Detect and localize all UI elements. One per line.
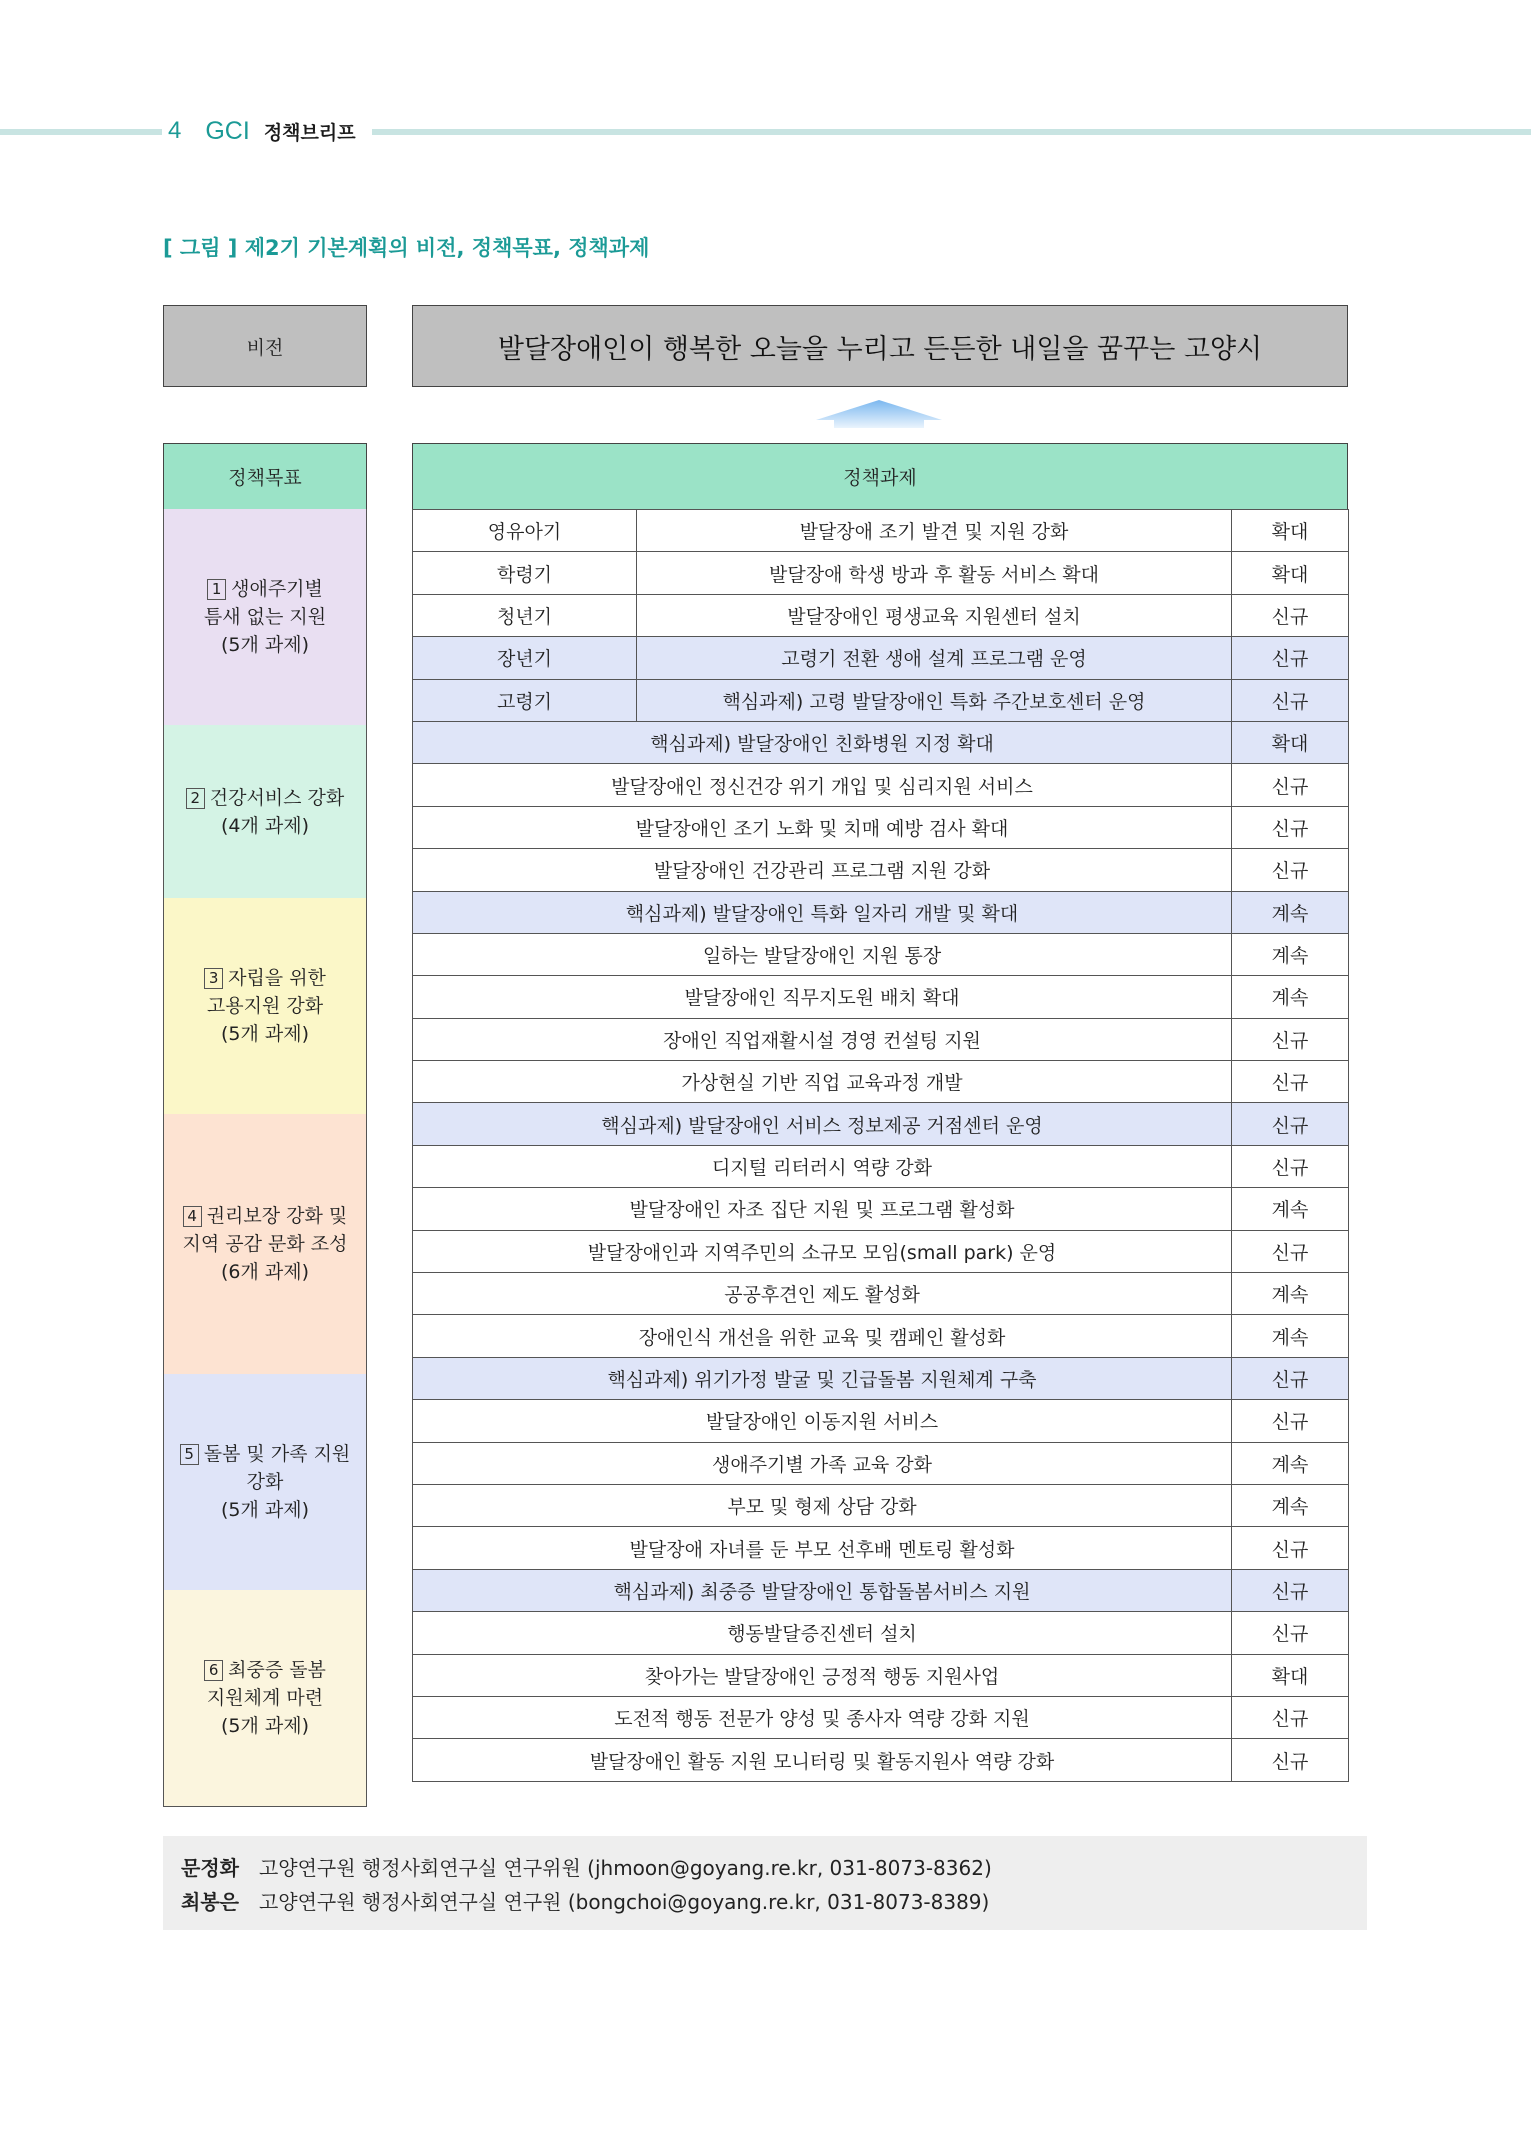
task-row	[413, 1103, 1349, 1145]
goal-1	[163, 509, 367, 726]
task-row	[413, 594, 1349, 636]
goal-text-line: 권리보장 강화 및	[206, 1204, 348, 1227]
task-cell: 장애인 직업재활시설 경영 컨설팅 지원	[413, 1018, 1232, 1060]
goal-text-line: (5개 과제)	[220, 1498, 309, 1521]
goal-text-line: (5개 과제)	[220, 1023, 309, 1046]
task-row	[413, 806, 1349, 848]
task-row	[413, 1188, 1349, 1230]
goal-number-badge: 1	[207, 579, 226, 600]
task-cell: 부모 및 형제 상담 강화	[413, 1484, 1232, 1526]
task-row	[413, 1357, 1349, 1399]
task-row	[413, 1527, 1349, 1569]
task-row	[413, 1400, 1349, 1442]
task-cell: 핵심과제) 고령 발달장애인 특화 주간보호센터 운영	[637, 679, 1232, 721]
goal-3	[163, 898, 367, 1115]
page-number: 4	[168, 117, 182, 144]
task-status-cell: 신규	[1232, 1018, 1349, 1060]
task-row	[413, 1442, 1349, 1484]
task-cell: 핵심과제) 최중증 발달장애인 통합돌봄서비스 지원	[413, 1569, 1232, 1611]
goal-text-line: 돌봄 및 가족 지원	[203, 1442, 351, 1465]
task-cell: 발달장애인 건강관리 프로그램 지원 강화	[413, 849, 1232, 891]
task-cell: 생애주기별 가족 교육 강화	[413, 1442, 1232, 1484]
task-row	[413, 933, 1349, 975]
brand-logo: GCI	[205, 116, 250, 145]
author-name: 문정화	[181, 1855, 239, 1880]
task-status-cell: 신규	[1232, 849, 1349, 891]
task-cell: 발달장애 학생 방과 후 활동 서비스 확대	[637, 552, 1232, 594]
goal-6	[163, 1590, 367, 1807]
task-row	[413, 1315, 1349, 1357]
goal-number-badge: 3	[204, 968, 223, 989]
header-rule-right	[372, 129, 1531, 135]
author-row	[181, 1849, 1367, 1883]
author-row	[181, 1883, 1367, 1917]
figure-caption: [ 그림 ] 제2기 기본계획의 비전, 정책목표, 정책과제	[163, 236, 650, 260]
task-cell: 발달장애인 정신건강 위기 개입 및 심리지원 서비스	[413, 764, 1232, 806]
tasks-table	[412, 509, 1349, 1782]
task-row	[413, 1654, 1349, 1696]
task-cell: 발달장애인 평생교육 지원센터 설치	[637, 594, 1232, 636]
goal-4	[163, 1114, 367, 1374]
task-cell: 발달장애 자녀를 둔 부모 선후배 멘토링 활성화	[413, 1527, 1232, 1569]
task-cell: 찾아가는 발달장애인 긍정적 행동 지원사업	[413, 1654, 1232, 1696]
task-row	[413, 1739, 1349, 1781]
goal-text-line: 건강서비스 강화	[209, 786, 345, 809]
task-cell: 발달장애인 조기 노화 및 치매 예방 검사 확대	[413, 806, 1232, 848]
task-status-cell: 확대	[1232, 552, 1349, 594]
task-cell: 핵심과제) 발달장애인 친화병원 지정 확대	[413, 721, 1232, 763]
goal-text-line: 고용지원 강화	[206, 995, 324, 1018]
goal-text-line: 틈새 없는 지원	[203, 606, 327, 629]
task-cell: 핵심과제) 발달장애인 서비스 정보제공 거점센터 운영	[413, 1103, 1232, 1145]
task-row	[413, 1612, 1349, 1654]
task-status-cell: 계속	[1232, 1315, 1349, 1357]
task-row	[413, 1273, 1349, 1315]
goal-text-line: 최중증 돌봄	[228, 1658, 326, 1681]
goal-text-line: 강화	[246, 1470, 284, 1493]
task-cell: 발달장애인과 지역주민의 소규모 모임(small park) 운영	[413, 1230, 1232, 1272]
task-status-cell: 신규	[1232, 1527, 1349, 1569]
task-status-cell: 신규	[1232, 594, 1349, 636]
goal-number-badge: 4	[183, 1206, 202, 1227]
goal-text-line: (6개 과제)	[220, 1260, 309, 1283]
task-cell: 도전적 행동 전문가 양성 및 종사자 역량 강화 지원	[413, 1696, 1232, 1738]
life-stage-cell: 고령기	[413, 679, 637, 721]
goal-2	[163, 725, 367, 899]
task-cell: 공공후견인 제도 활성화	[413, 1273, 1232, 1315]
task-status-cell: 신규	[1232, 806, 1349, 848]
task-row	[413, 1484, 1349, 1526]
task-status-cell: 확대	[1232, 510, 1349, 552]
header-rule-left	[0, 129, 162, 135]
task-status-cell: 신규	[1232, 1696, 1349, 1738]
goal-text-line: (5개 과제)	[220, 634, 309, 657]
author-name: 최봉은	[181, 1889, 239, 1914]
task-row	[413, 552, 1349, 594]
task-cell: 발달장애인 활동 지원 모니터링 및 활동지원사 역량 강화	[413, 1739, 1232, 1781]
task-status-cell: 신규	[1232, 1357, 1349, 1399]
tasks-header: 정책과제	[412, 443, 1348, 510]
task-status-cell: 신규	[1232, 1061, 1349, 1103]
task-cell: 발달장애 조기 발견 및 지원 강화	[637, 510, 1232, 552]
life-stage-cell: 장년기	[413, 637, 637, 679]
task-status-cell: 확대	[1232, 1654, 1349, 1696]
goal-text-line: (4개 과제)	[220, 814, 309, 837]
life-stage-cell: 청년기	[413, 594, 637, 636]
task-row	[413, 976, 1349, 1018]
task-row	[413, 1018, 1349, 1060]
task-row	[413, 849, 1349, 891]
task-status-cell: 확대	[1232, 721, 1349, 763]
task-status-cell: 계속	[1232, 933, 1349, 975]
task-status-cell: 신규	[1232, 1612, 1349, 1654]
task-status-cell: 신규	[1232, 1739, 1349, 1781]
task-row	[413, 679, 1349, 721]
task-status-cell: 계속	[1232, 1188, 1349, 1230]
task-row	[413, 764, 1349, 806]
series-title: 정책브리프	[263, 121, 356, 144]
goal-text-line: 지원체계 마련	[206, 1686, 324, 1709]
goal-text-line: 자립을 위한	[228, 967, 326, 990]
goals-header: 정책목표	[163, 443, 367, 510]
goal-text-line: (5개 과제)	[220, 1714, 309, 1737]
task-cell: 발달장애인 자조 집단 지원 및 프로그램 활성화	[413, 1188, 1232, 1230]
task-cell: 가상현실 기반 직업 교육과정 개발	[413, 1061, 1232, 1103]
task-cell: 일하는 발달장애인 지원 통장	[413, 933, 1232, 975]
task-row	[413, 637, 1349, 679]
goal-number-badge: 5	[180, 1444, 199, 1465]
task-status-cell: 신규	[1232, 679, 1349, 721]
task-cell: 디지털 리터러시 역량 강화	[413, 1145, 1232, 1187]
task-status-cell: 신규	[1232, 1145, 1349, 1187]
task-cell: 발달장애인 이동지원 서비스	[413, 1400, 1232, 1442]
vision-label: 비전	[163, 305, 367, 387]
task-row	[413, 1696, 1349, 1738]
task-row	[413, 1230, 1349, 1272]
goal-number-badge: 6	[204, 1660, 223, 1681]
task-row	[413, 1061, 1349, 1103]
task-status-cell: 계속	[1232, 1273, 1349, 1315]
goal-5	[163, 1374, 367, 1591]
task-status-cell: 신규	[1232, 764, 1349, 806]
task-cell: 발달장애인 직무지도원 배치 확대	[413, 976, 1232, 1018]
vision-statement: 발달장애인이 행복한 오늘을 누리고 든든한 내일을 꿈꾸는 고양시	[412, 305, 1348, 387]
up-arrow-icon	[816, 398, 942, 432]
task-cell: 장애인식 개선을 위한 교육 및 캠페인 활성화	[413, 1315, 1232, 1357]
goal-text-line: 지역 공감 문화 조성	[182, 1232, 348, 1255]
task-status-cell: 계속	[1232, 976, 1349, 1018]
task-status-cell: 신규	[1232, 1230, 1349, 1272]
life-stage-cell: 학령기	[413, 552, 637, 594]
life-stage-cell: 영유아기	[413, 510, 637, 552]
task-row	[413, 510, 1349, 552]
task-row	[413, 721, 1349, 763]
author-info: 고양연구원 행정사회연구실 연구위원 (jhmoon@goyang.re.kr, 031-8073-8362)	[258, 1855, 992, 1880]
task-cell: 핵심과제) 위기가정 발굴 및 긴급돌봄 지원체계 구축	[413, 1357, 1232, 1399]
task-status-cell: 계속	[1232, 1484, 1349, 1526]
task-row	[413, 1145, 1349, 1187]
task-row	[413, 891, 1349, 933]
task-status-cell: 신규	[1232, 1400, 1349, 1442]
task-cell: 고령기 전환 생애 설계 프로그램 운영	[637, 637, 1232, 679]
goal-number-badge: 2	[186, 788, 205, 809]
task-cell: 행동발달증진센터 설치	[413, 1612, 1232, 1654]
page-header	[168, 114, 356, 148]
author-info: 고양연구원 행정사회연구실 연구원 (bongchoi@goyang.re.kr, 031-8073-8389)	[258, 1889, 990, 1914]
task-status-cell: 신규	[1232, 637, 1349, 679]
task-status-cell: 계속	[1232, 1442, 1349, 1484]
task-status-cell: 신규	[1232, 1569, 1349, 1611]
task-cell: 핵심과제) 발달장애인 특화 일자리 개발 및 확대	[413, 891, 1232, 933]
author-contact-box	[163, 1836, 1367, 1930]
goal-text-line: 생애주기별	[231, 578, 323, 601]
task-status-cell: 계속	[1232, 891, 1349, 933]
task-status-cell: 신규	[1232, 1103, 1349, 1145]
task-row	[413, 1569, 1349, 1611]
